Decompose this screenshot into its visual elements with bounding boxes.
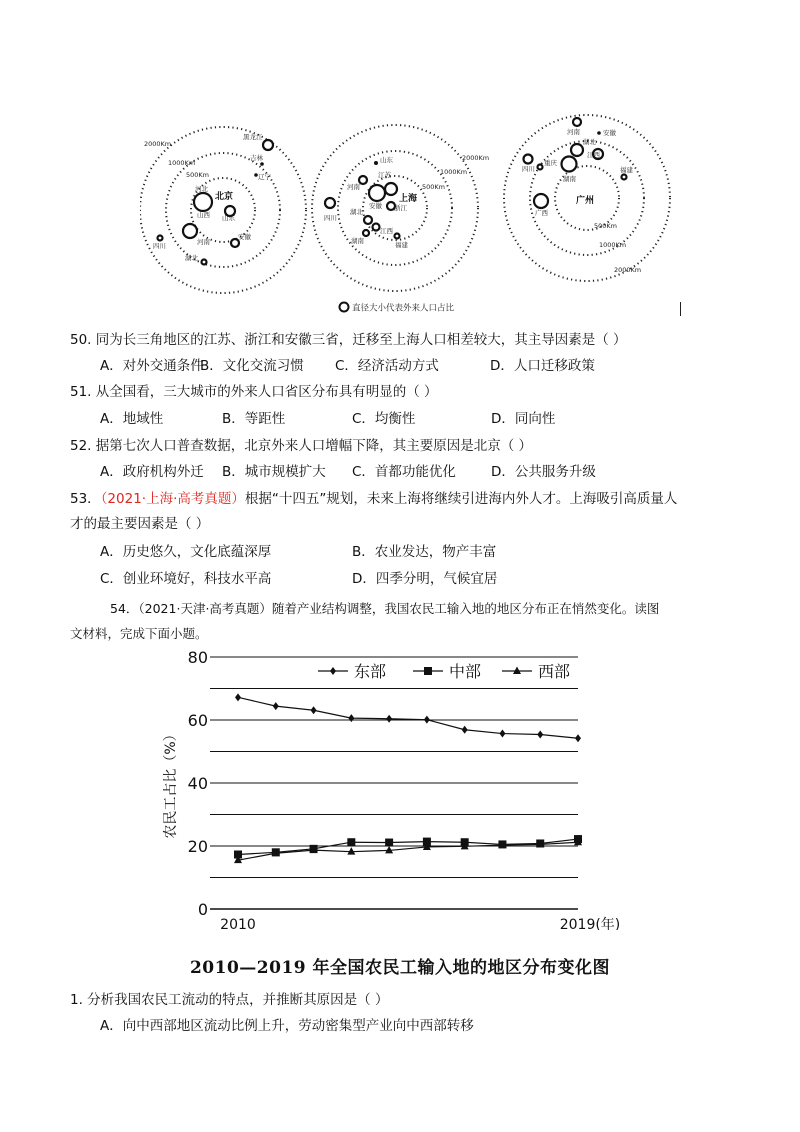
province-label: 湖北	[350, 208, 363, 216]
q53-number: 53．	[70, 491, 101, 507]
q50-option-d: D．人口迁移政策	[490, 358, 595, 374]
province-label: 河北	[195, 185, 208, 193]
ring-label-500: 500Km	[422, 183, 446, 191]
map-shanghai	[312, 125, 489, 291]
province-label: 福建	[395, 241, 408, 249]
ring-label-1000: 1000Km	[168, 159, 196, 167]
q53-option-b: B．农业发达，物产丰富	[352, 544, 497, 560]
x-tick-label: 2010	[220, 917, 256, 930]
y-tick-label: 40	[187, 774, 208, 793]
province-label: 四川	[522, 165, 535, 173]
province-label: 安徽	[603, 129, 616, 137]
ring-label-500: 500Km	[186, 171, 210, 179]
ring-label-500: 500Km	[594, 222, 618, 230]
data-point-diamond	[348, 714, 354, 722]
question-52: 52. 据第七次人口普查数据，北京外来人口增幅下降，其主要原因是北京（ ）	[70, 438, 533, 454]
province-label: 河南	[567, 128, 580, 136]
legend-label: 东部	[354, 662, 387, 681]
y-tick-label: 0	[197, 900, 208, 919]
population-migration-maps	[140, 105, 700, 320]
chart-grid	[210, 657, 578, 909]
province-label: 黑龙江	[243, 133, 263, 141]
data-point-diamond	[499, 730, 505, 738]
data-point-diamond	[424, 716, 430, 724]
chart-title: 2010—2019 年全国农民工输入地的地区分布变化图	[189, 958, 611, 978]
sub-question-1-option-a: A．向中西部地区流动比例上升，劳动密集型产业向中西部转移	[100, 1018, 474, 1034]
province-label: 河南	[197, 238, 210, 246]
q53-stem-line2: 才的最主要因素是（ ）	[70, 516, 210, 532]
province-label: 浙江	[394, 204, 407, 212]
province-label: 河南	[347, 183, 360, 191]
data-point-diamond	[235, 693, 241, 701]
ring-label-2000: 2000Km	[462, 154, 490, 162]
chart-y-axis-label: 农民工占比（%）	[163, 727, 179, 839]
data-point-triangle	[347, 847, 355, 855]
ring-label-2000: 2000Km	[144, 140, 172, 148]
chart-x-ticks	[220, 916, 620, 930]
question-53	[70, 489, 677, 509]
province-label: 山西	[197, 211, 210, 219]
question-50: 50. 同为长三角地区的江苏、浙江和安徽三省，迁移至上海人口相差较大，其主导因素是（ ）	[70, 332, 627, 348]
migrant-worker-chart	[150, 645, 620, 930]
data-point-diamond	[273, 702, 279, 710]
data-point-diamond	[462, 726, 468, 734]
y-tick-label: 80	[187, 648, 208, 667]
q52-option-d: D．公共服务升级	[491, 464, 596, 480]
ring-label-1000: 1000Km	[440, 168, 468, 176]
data-point-square	[385, 839, 393, 847]
legend-label: 中部	[449, 662, 482, 681]
q54-intro-line2: 文材料，完成下面小题。	[70, 626, 208, 641]
province-label: 湖南	[563, 175, 576, 183]
q53-option-d: D．四季分明，气候宜居	[352, 571, 498, 587]
data-point-diamond	[537, 730, 543, 738]
province-label: 广西	[535, 209, 548, 217]
province-label: 重庆	[544, 159, 557, 167]
province-label: 辽宁	[258, 173, 271, 181]
q51-option-c: C．均衡性	[352, 411, 416, 427]
question-51: 51. 从全国看，三大城市的外来人口省区分布具有明显的（ ）	[70, 384, 438, 400]
series-line-diamond	[238, 697, 578, 738]
x-tick-label: 2019(年)	[559, 917, 620, 930]
q50-option-a: A．对外交通条件	[100, 358, 204, 374]
province-label: 江西	[587, 151, 600, 159]
ring-label-2000: 2000Km	[614, 266, 642, 274]
map-legend-text: 直径大小代表外来人口占比	[352, 303, 455, 314]
sub-question-1: 1. 分析我国农民工流动的特点，并推断其原因是（ ）	[70, 992, 389, 1008]
legend-label: 西部	[538, 662, 571, 681]
province-label: 江苏	[378, 171, 391, 179]
q52-option-c: C．首都功能优化	[352, 464, 456, 480]
text-cursor-mark	[680, 302, 681, 316]
y-tick-label: 60	[187, 711, 208, 730]
q51-option-b: B．等距性	[222, 411, 286, 427]
province-label: 四川	[153, 242, 166, 250]
q50-option-c: C．经济活动方式	[335, 358, 439, 374]
province-label: 湖南	[351, 237, 364, 245]
map-legend	[340, 303, 455, 314]
province-label: 安徽	[369, 202, 382, 210]
q53-option-a: A．历史悠久，文化底蕴深厚	[100, 544, 272, 560]
data-point-diamond	[575, 734, 581, 742]
q54-intro-line1: 54．（2021·天津·高考真题）随着产业结构调整，我国农民工输入地的地区分布正在悄然变化。读图	[110, 601, 660, 616]
q51-option-a: A．地域性	[100, 411, 164, 427]
map-beijing	[140, 127, 306, 293]
chart-legend	[316, 659, 578, 686]
y-tick-label: 20	[187, 837, 208, 856]
province-label: 湖北	[185, 254, 198, 262]
ring-label-1000: 1000Km	[599, 241, 627, 249]
chart-y-ticks	[188, 648, 208, 919]
province-label: 福建	[620, 166, 633, 174]
province-label: 吉林	[250, 154, 263, 162]
center-city-label: 广州	[576, 196, 595, 206]
q53-stem-line1: 根据“十四五”规划，未来上海将继续引进海内外人才。上海吸引高质量人	[244, 491, 678, 507]
center-city-label: 上海	[399, 194, 418, 204]
q50-option-b: B．文化交流习惯	[200, 358, 304, 374]
province-label: 安徽	[238, 233, 251, 241]
q52-option-a: A．政府机构外迁	[100, 464, 204, 480]
q53-option-c: C．创业环境好，科技水平高	[100, 571, 272, 587]
province-label: 山东	[380, 156, 393, 164]
center-city-label: 北京	[215, 192, 234, 202]
data-point-diamond	[386, 715, 392, 723]
q52-option-b: B．城市规模扩大	[222, 464, 326, 480]
province-label: 江西	[380, 227, 393, 235]
q53-source-tag: （2021·上海·高考真题）	[100, 491, 245, 507]
data-point-square	[347, 838, 355, 846]
legend-marker	[424, 667, 432, 675]
province-label: 山东	[222, 214, 235, 222]
map-guangzhou	[504, 115, 670, 281]
q51-option-d: D．同向性	[491, 411, 556, 427]
chart-series	[234, 693, 582, 863]
data-point-diamond	[311, 706, 317, 714]
province-label: 四川	[324, 214, 337, 222]
province-label: 湖北	[583, 138, 596, 146]
